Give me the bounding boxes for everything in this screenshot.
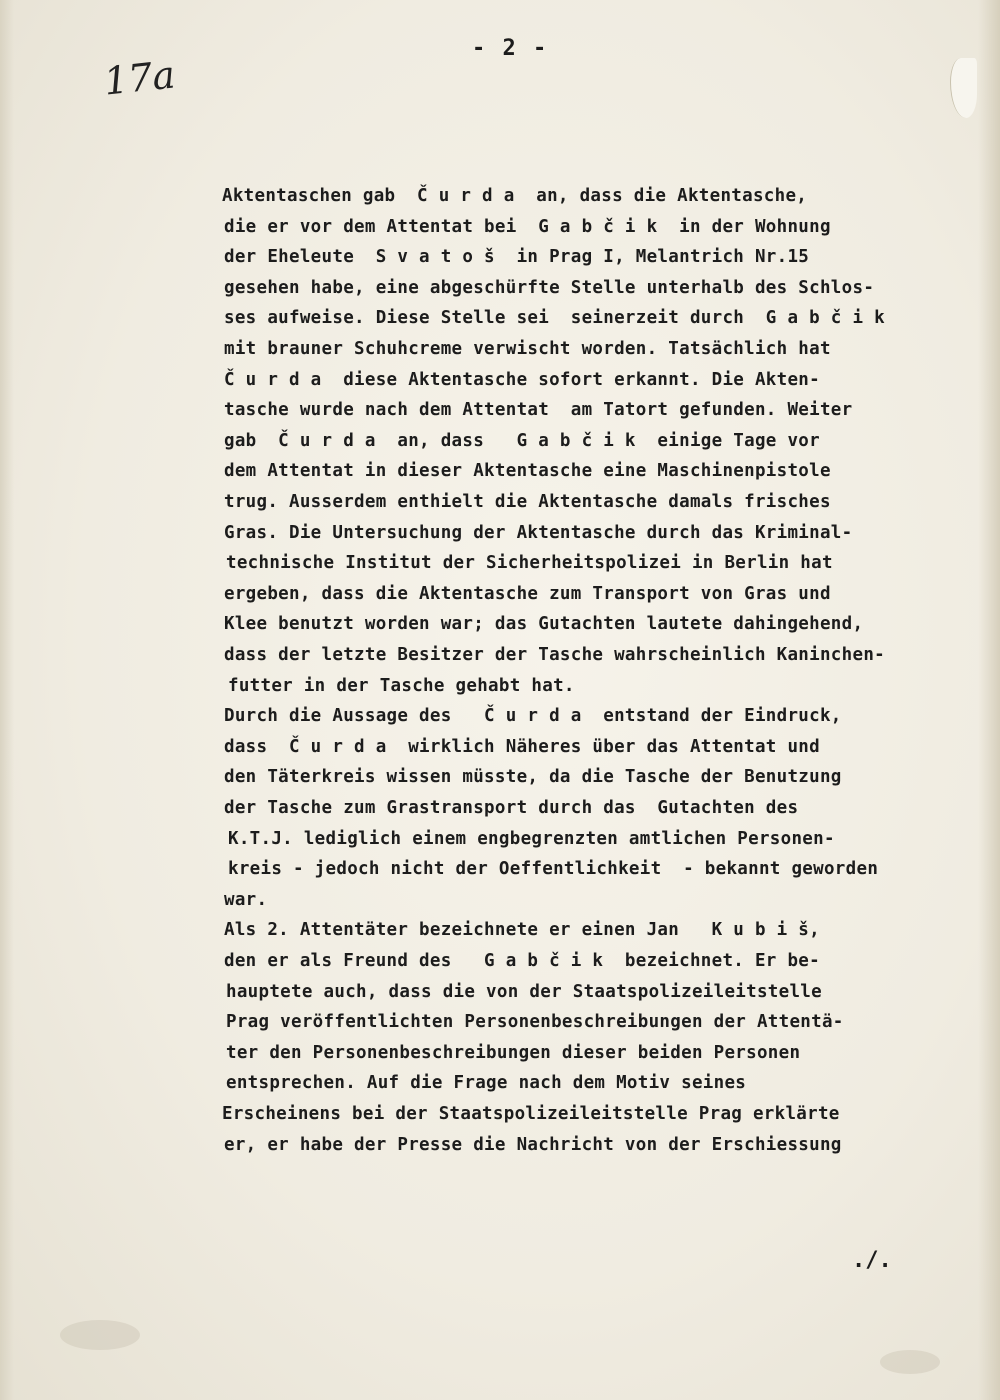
text-line: die er vor dem Attentat bei G a b č i k in der Wohnung <box>224 216 831 237</box>
paper-stain <box>880 1350 940 1374</box>
text-line: ter den Personenbeschreibungen dieser beiden Personen <box>226 1042 801 1063</box>
text-line: dem Attentat in dieser Aktentasche eine Maschinenpistole <box>224 461 831 482</box>
text-line: Č u r d a diese Aktentasche sofort erkannt. Die Akten- <box>224 369 820 390</box>
text-line: Gras. Die Untersuchung der Aktentasche durch das Kriminal- <box>224 522 853 543</box>
text-line: Prag veröffentlichten Personenbeschreibungen der Attentä- <box>226 1012 844 1033</box>
text-line: Als 2. Attentäter bezeichnete er einen Jan K u b i š, <box>224 920 820 941</box>
text-line: Aktentaschen gab Č u r d a an, dass die Aktentasche, <box>222 186 808 206</box>
text-line: mit brauner Schuhcreme verwischt worden. Tatsächlich hat <box>224 339 831 359</box>
text-line: der Eheleute S v a t o š in Prag I, Melantrich Nr.15 <box>224 247 810 268</box>
text-line: den er als Freund des G a b č i k bezeichnet. Er be- <box>224 951 820 971</box>
paper-edge-left <box>0 0 14 1400</box>
text-line: ses aufweise. Diese Stelle sei seinerzeit durch G a b č i k <box>224 308 885 329</box>
text-line: dass der letzte Besitzer der Tasche wahrscheinlich Kaninchen- <box>224 645 885 665</box>
text-line: futter in der Tasche gehabt hat. <box>228 675 575 696</box>
text-line: tasche wurde nach dem Attentat am Tatort gefunden. Weiter <box>224 400 853 421</box>
text-line: hauptete auch, dass die von der Staatspolizeileitstelle <box>226 981 822 1002</box>
text-line: Durch die Aussage des Č u r d a entstand der Eindruck, <box>224 706 842 727</box>
text-line: technische Institut der Sicherheitspolizei in Berlin hat <box>226 553 833 574</box>
text-line: der Tasche zum Grastransport durch das Gutachten des <box>224 798 799 818</box>
text-line: ergeben, dass die Aktentasche zum Transport von Gras und <box>224 583 831 604</box>
page-number: - 2 - <box>472 36 549 61</box>
paper-edge-right <box>978 0 1000 1400</box>
text-line: war. <box>224 889 268 910</box>
text-line: entsprechen. Auf die Frage nach dem Motiv seines <box>226 1073 747 1094</box>
text-line: gesehen habe, eine abgeschürfte Stelle unterhalb des Schlos- <box>224 277 875 298</box>
paper-tear <box>950 58 977 118</box>
handwritten-page-annotation: 17a <box>101 52 178 104</box>
continuation-mark: ./. <box>852 1248 892 1273</box>
text-line: kreis - jedoch nicht der Oeffentlichkeit - bekannt geworden <box>228 859 879 880</box>
text-line: Erscheinens bei der Staatspolizeileitstelle Prag erklärte <box>222 1104 840 1124</box>
text-line: trug. Ausserdem enthielt die Aktentasche damals frisches <box>224 492 831 512</box>
text-line: den Täterkreis wissen müsste, da die Tasche der Benutzung <box>224 767 842 788</box>
text-line: er, er habe der Presse die Nachricht von der Erschiessung <box>224 1134 842 1155</box>
paper-stain <box>60 1320 140 1350</box>
text-line: Klee benutzt worden war; das Gutachten lautete dahingehend, <box>224 614 864 635</box>
text-line: dass Č u r d a wirklich Näheres über das Attentat und <box>224 736 820 757</box>
text-line: gab Č u r d a an, dass G a b č i k einige Tage vor <box>224 430 820 451</box>
text-line: K.T.J. lediglich einem engbegrenzten amtlichen Personen- <box>228 828 835 849</box>
